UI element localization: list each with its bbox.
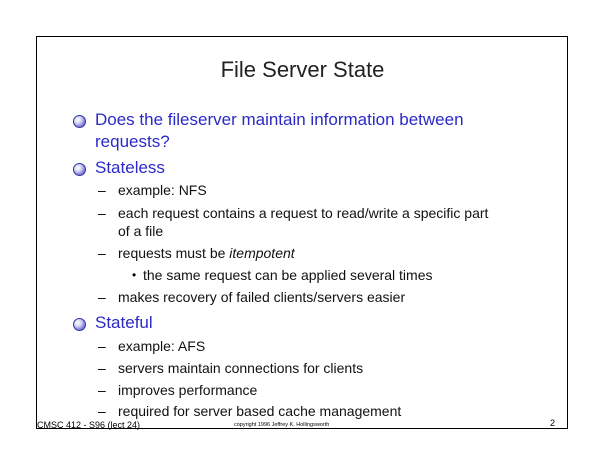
slide-title: File Server State: [220, 57, 385, 82]
dash-icon: –: [98, 205, 106, 221]
dash-icon: –: [98, 182, 106, 198]
stateful-item-connections: servers maintain connections for clients: [118, 360, 364, 376]
dash-icon: –: [98, 360, 106, 376]
bullet-stateless: Stateless: [95, 158, 165, 177]
dash-icon: –: [98, 245, 106, 261]
bullet-icon: [73, 163, 86, 176]
bullet-icon: [73, 318, 86, 331]
dash-icon: –: [98, 403, 106, 419]
stateful-item-example: example: AFS: [118, 338, 206, 354]
dash-icon: –: [98, 338, 106, 354]
dash-icon: –: [98, 382, 106, 398]
itempotent-prefix: requests must be: [118, 245, 230, 261]
footer-copyright: copyright 1996 Jeffrey K. Hollingsworth: [234, 422, 330, 428]
footer-course: CMSC 412 - S96 (lect 24): [37, 420, 141, 430]
stateless-item-each-request: each request contains a request to read/write a specific part: [118, 205, 489, 221]
stateless-item-each-request-cont: of a file: [118, 223, 164, 239]
itempotent-term: itempotent: [229, 245, 295, 261]
page-number: 2: [550, 418, 556, 428]
bullet-stateful: Stateful: [95, 313, 153, 332]
stateful-item-performance: improves performance: [118, 382, 258, 398]
stateful-item-cache: required for server based cache management: [118, 403, 402, 419]
stateless-item-example: example: NFS: [118, 182, 207, 198]
stateless-item-itempotent: [118, 244, 295, 262]
stateless-subitem-same-request: the same request can be applied several times: [143, 267, 433, 283]
bullet-fileserver-question: Does the fileserver maintain information between: [95, 110, 464, 129]
stateless-item-recovery: makes recovery of failed clients/servers easier: [118, 289, 406, 305]
bullet-icon: [73, 115, 86, 128]
bullet-fileserver-question-cont: requests?: [95, 132, 170, 151]
small-bullet-icon: •: [132, 268, 137, 282]
dash-icon: –: [98, 289, 106, 305]
